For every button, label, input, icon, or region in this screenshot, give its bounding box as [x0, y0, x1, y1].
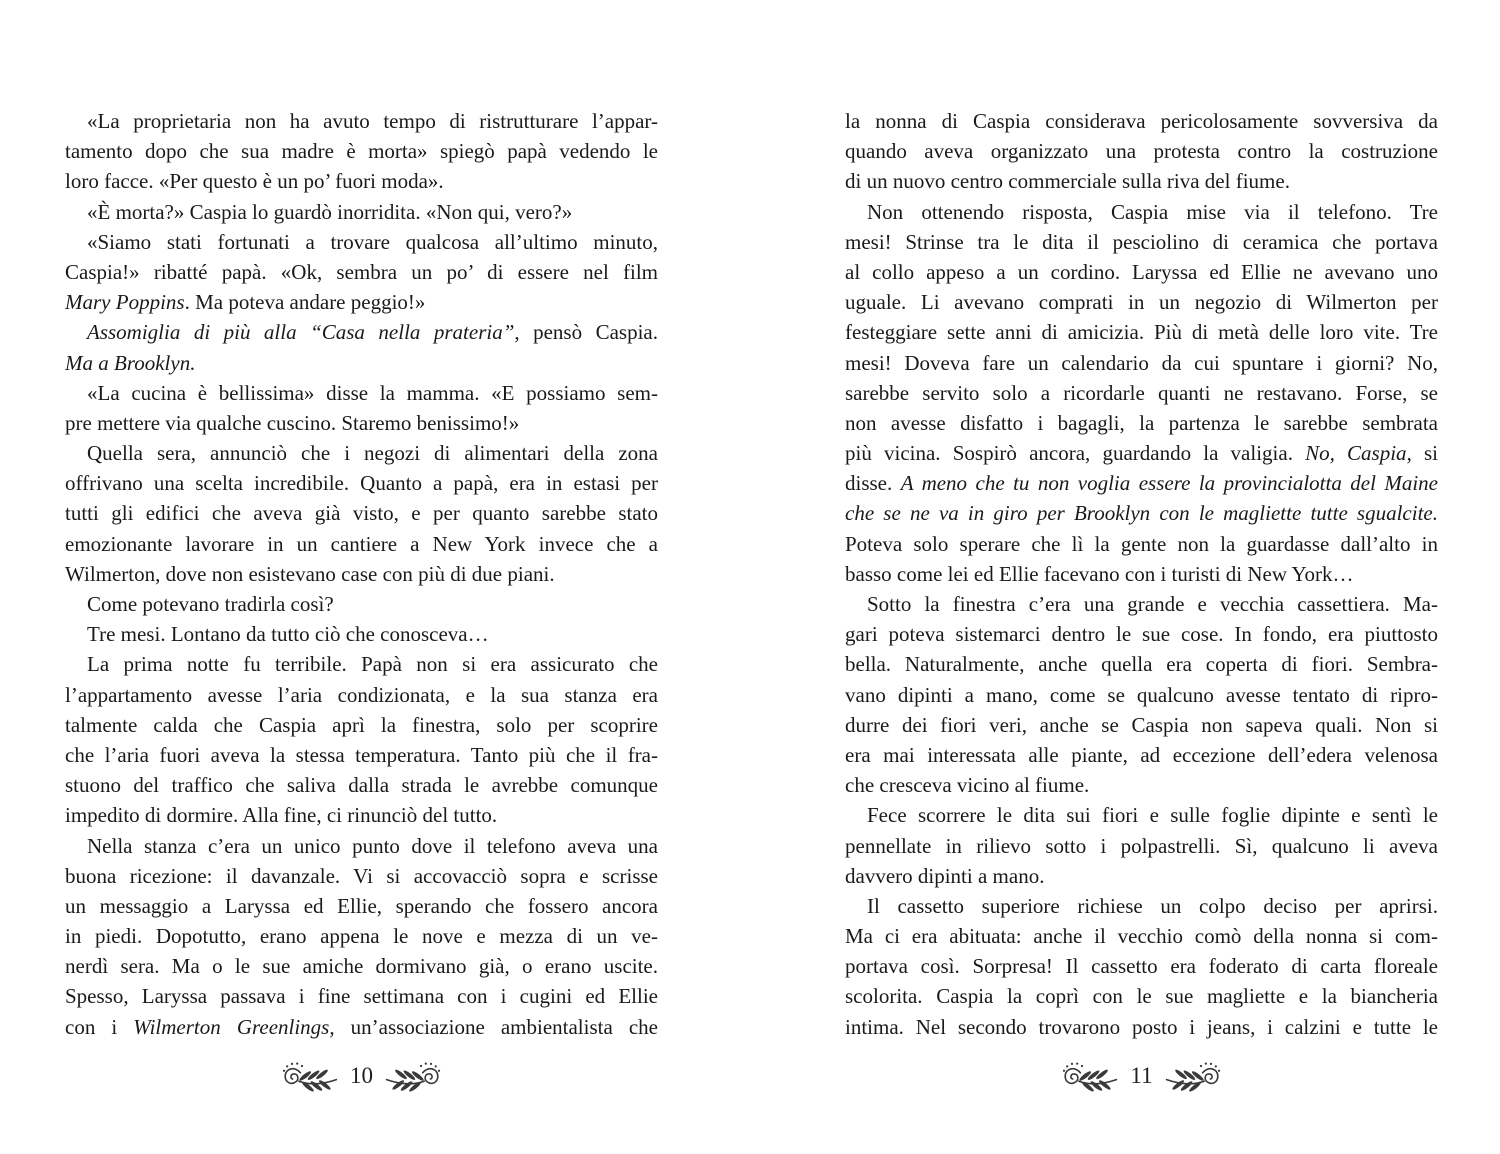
text-line: tamento dopo che sua madre è morta» spiegò papà vedendo le [65, 139, 658, 164]
text-line: intima. Nel secondo trovarono posto i jeans, i calzini e tutte le [845, 1014, 1438, 1039]
page-text [845, 106, 1438, 1042]
text-line: Nella stanza c’era un unico punto dove il telefono aveva una [87, 833, 658, 858]
page-right [845, 0, 1438, 1154]
text-line: basso come lei ed Ellie facevano con i turisti di New York… [845, 561, 1354, 586]
text-line: sarebbe servito solo a ricordarle quanti ne restavano. Forse, se [845, 380, 1438, 405]
text-line: con i Wilmerton Greenlings, un’associazione ambientalista che [65, 1014, 658, 1039]
text-line: uguale. Li avevano comprati in un negozio di Wilmerton per [845, 290, 1438, 315]
text-line: Wilmerton, dove non esistevano case con più di due piani. [65, 561, 555, 586]
text-line: scolorita. Caspia la coprì con le sue magliette e la biancheria [845, 984, 1438, 1009]
text-line: festeggiare sette anni di amicizia. Più di metà delle loro vite. Tre [845, 320, 1438, 345]
text-line: vano dipinti a mano, come se qualcuno avesse tentato di ripro- [845, 682, 1438, 707]
text-line: nerdì sera. Ma o le sue amiche dormivano già, o erano uscite. [65, 954, 658, 979]
text-line: «La cucina è bellissima» disse la mamma. «E possiamo sem- [87, 380, 658, 405]
text-line: disse. A meno che tu non voglia essere la provincialotta del Maine [845, 471, 1438, 496]
text-line: Ma ci era abituata: anche il vecchio comò della nonna si com- [845, 924, 1438, 949]
footer-flourish-left-icon [1061, 1060, 1119, 1092]
text-line: davvero dipinti a mano. [845, 863, 1045, 888]
text-line: la nonna di Caspia considerava pericolosamente sovversiva da [845, 109, 1438, 133]
text-line: Ma a Brooklyn. [65, 350, 196, 375]
text-line: loro facce. «Per questo è un po’ fuori moda». [65, 169, 444, 194]
page-number: 10 [350, 1062, 373, 1088]
text-line: che cresceva vicino al fiume. [845, 773, 1090, 798]
text-line: «Siamo stati fortunati a trovare qualcosa all’ultimo minuto, [87, 229, 658, 254]
text-line: Spesso, Laryssa passava i fine settimana con i cugini ed Ellie [65, 984, 658, 1009]
text-line: Il cassetto superiore richiese un colpo deciso per aprirsi. [867, 893, 1438, 918]
text-line: gari poteva sistemarci dentro le sue cose. In fondo, era piuttosto [845, 622, 1438, 647]
text-line: La prima notte fu terribile. Papà non si era assicurato che [87, 652, 658, 677]
text-line: al collo appeso a un cordino. Laryssa ed Ellie ne avevano uno [845, 259, 1438, 284]
text-line: stuono del traffico che saliva dalla strada le avrebbe comunque [65, 773, 658, 798]
footer-flourish-right-icon [1164, 1060, 1222, 1092]
footer-flourish-right-icon [384, 1060, 442, 1092]
text-line: talmente calda che Caspia aprì la finestra, solo per scoprire [65, 712, 658, 737]
text-line: «È morta?» Caspia lo guardò inorridita. «Non qui, vero?» [87, 199, 573, 224]
text-line: Tre mesi. Lontano da tutto ciò che conosceva… [87, 622, 489, 647]
footer-flourish-left-icon [281, 1060, 339, 1092]
text-line: pennellate in rilievo sotto i polpastrelli. Sì, qualcuno li aveva [845, 833, 1438, 858]
page-footer [65, 1054, 658, 1098]
text-line: tutti gli edifici che aveva già visto, e per quanto sarebbe stato [65, 501, 658, 526]
text-line: Sotto la finestra c’era una grande e vecchia cassettiera. Ma- [867, 592, 1438, 616]
text-line: durre dei fiori veri, anche se Caspia non sapeva quali. Non si [845, 712, 1438, 737]
text-line: emozionante lavorare in un cantiere a New York invece che a [65, 531, 658, 556]
text-line: quando aveva organizzato una protesta contro la costruzione [845, 139, 1438, 164]
text-line: pre mettere via qualche cuscino. Staremo benissimo!» [65, 410, 520, 435]
text-line: portava così. Sorpresa! Il cassetto era foderato di carta floreale [845, 954, 1438, 979]
text-line: di un nuovo centro commerciale sulla riva del fiume. [845, 169, 1290, 194]
text-line: in piedi. Dopotutto, erano appena le nove e mezza di un ve- [65, 924, 658, 949]
page-left [65, 0, 658, 1154]
text-line: Come potevano tradirla così? [87, 592, 334, 616]
text-line: Poteva solo sperare che lì la gente non la guardasse dall’alto in [845, 531, 1438, 556]
text-line: buona ricezione: il davanzale. Vi si accovacciò sopra e scrisse [65, 863, 658, 888]
text-line: offrivano una scelta incredibile. Quanto a papà, era in estasi per [65, 471, 658, 496]
text-line: mesi! Doveva fare un calendario da cui spuntare i giorni? No, [845, 350, 1438, 375]
text-line: Mary Poppins. Ma poteva andare peggio!» [65, 290, 426, 315]
page-number: 11 [1130, 1062, 1153, 1088]
text-line: «La proprietaria non ha avuto tempo di ristrutturare l’appar- [87, 109, 658, 133]
text-line: era mai interessata alle piante, ad eccezione dell’edera velenosa [845, 742, 1438, 767]
text-line: mesi! Strinse tra le dita il pesciolino di ceramica che portava [845, 229, 1438, 254]
text-line: Fece scorrere le dita sui fiori e sulle foglie dipinte e sentì le [867, 803, 1438, 828]
text-line: Quella sera, annunciò che i negozi di alimentari della zona [87, 441, 658, 466]
text-line: che se ne va in giro per Brooklyn con le magliette tutte sgualcite. [845, 501, 1438, 526]
text-line: Caspia!» ribatté papà. «Ok, sembra un po’ di essere nel film [65, 259, 658, 284]
text-line: impedito di dormire. Alla fine, ci rinunciò del tutto. [65, 803, 498, 828]
text-line: Assomiglia di più alla “Casa nella prateria”, pensò Caspia. [87, 320, 658, 345]
text-line: un messaggio a Laryssa ed Ellie, sperando che fossero ancora [65, 893, 658, 918]
text-line: bella. Naturalmente, anche quella era coperta di fiori. Sembra- [845, 652, 1438, 677]
text-line: più vicina. Sospirò ancora, guardando la valigia. No, Caspia, si [845, 441, 1438, 466]
text-line: non avesse disfatto i bagagli, la partenza le sarebbe sembrata [845, 410, 1438, 435]
text-line: che l’aria fuori aveva la stessa temperatura. Tanto più che il fra- [65, 742, 658, 767]
text-line: Non ottenendo risposta, Caspia mise via il telefono. Tre [867, 199, 1438, 224]
page-footer [845, 1054, 1438, 1098]
page-text [65, 106, 658, 1042]
text-line: l’appartamento avesse l’aria condizionata, e la sua stanza era [65, 682, 658, 707]
